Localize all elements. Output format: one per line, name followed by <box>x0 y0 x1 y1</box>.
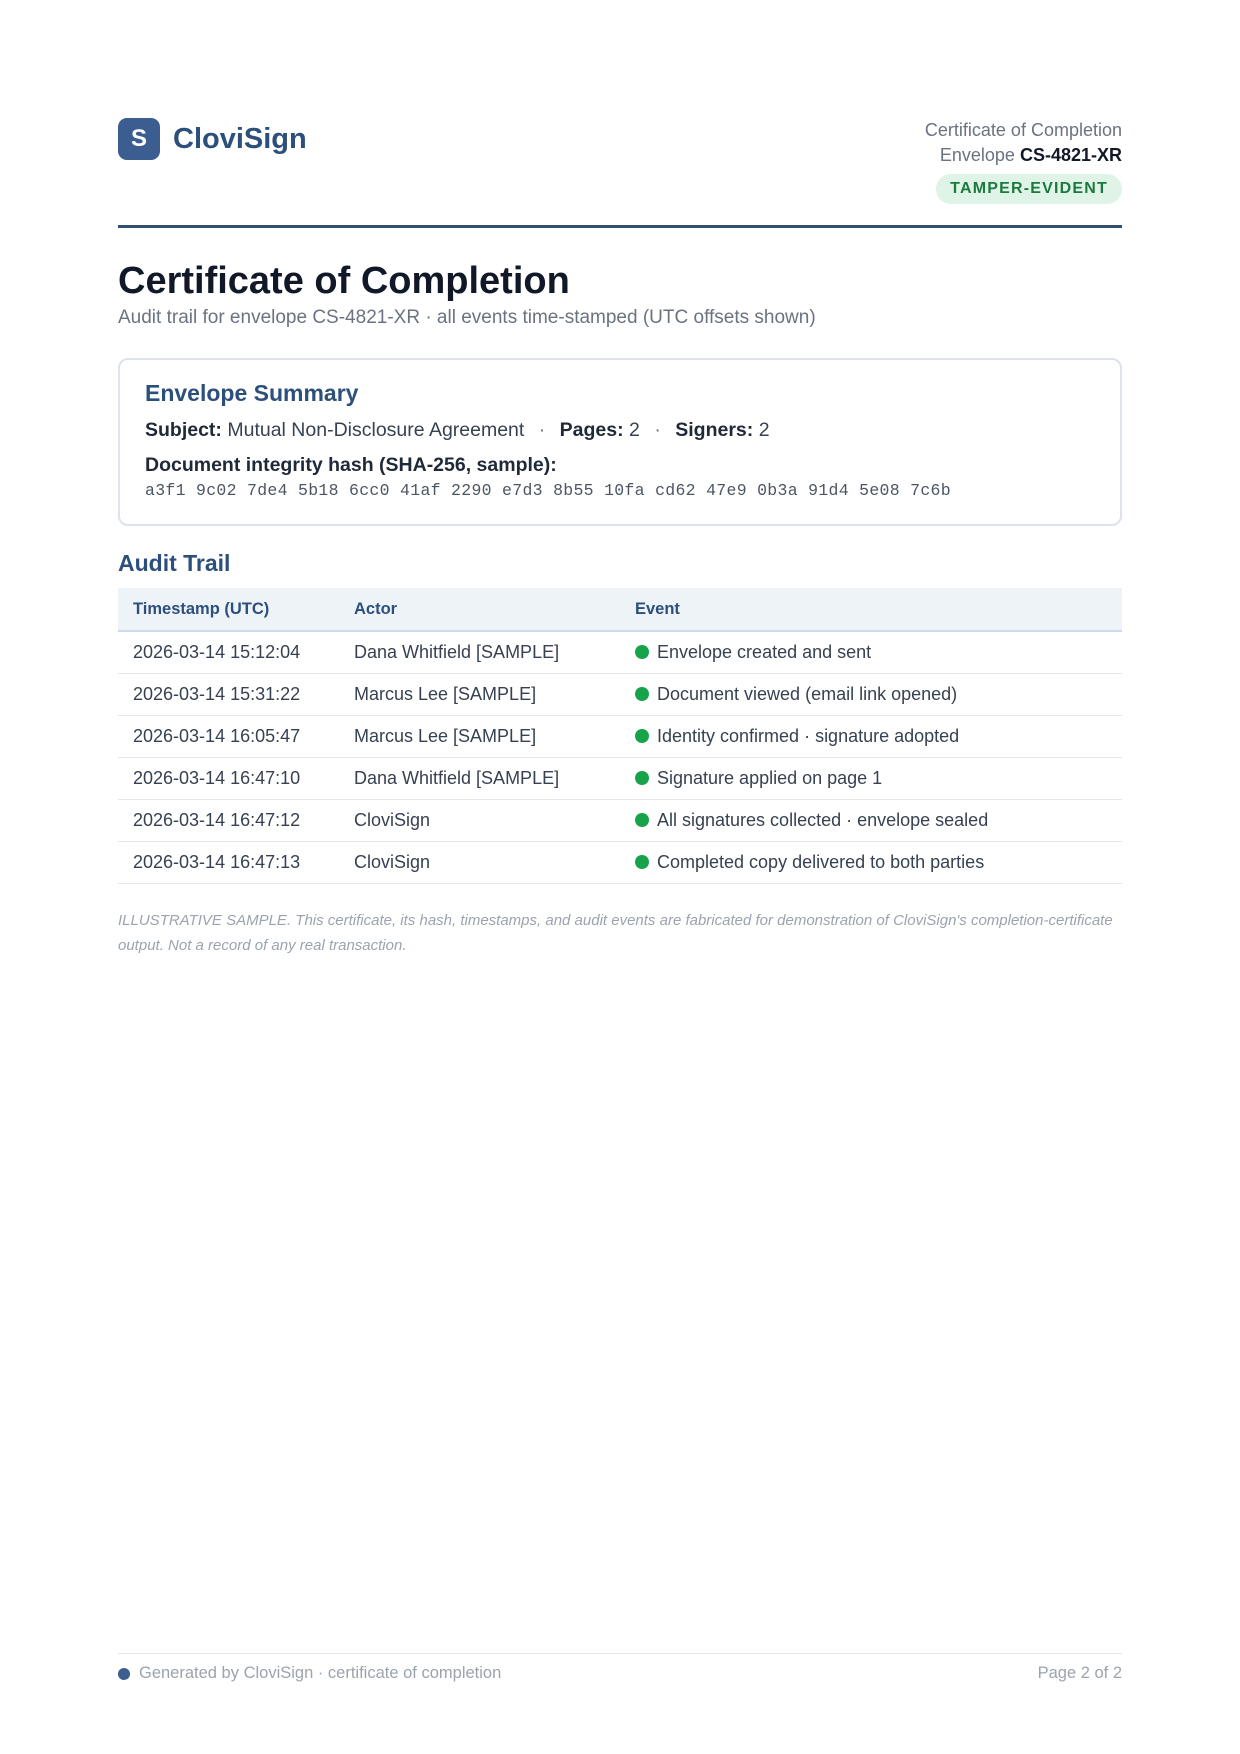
tamper-evident-badge: TAMPER-EVIDENT <box>936 174 1122 204</box>
audit-trail-table <box>118 588 1122 884</box>
actor-cell: Marcus Lee [SAMPLE] <box>339 673 620 715</box>
audit-trail-title: Audit Trail <box>118 550 231 576</box>
event-text: Completed copy delivered to both parties <box>657 851 985 872</box>
logo-icon: S <box>118 118 160 160</box>
status-dot-icon <box>635 855 649 869</box>
column-header-event: Event <box>620 588 1122 631</box>
signers-value: 2 <box>758 419 770 441</box>
event-cell <box>620 715 1122 757</box>
timestamp-cell: 2026-03-14 15:31:22 <box>118 673 339 715</box>
pages-label: Pages: <box>559 419 624 441</box>
timestamp-cell: 2026-03-14 16:47:12 <box>118 799 339 841</box>
hash-label: Document integrity hash (SHA-256, sample): <box>145 454 557 476</box>
page-subtitle: Audit trail for envelope CS-4821-XR · all events time-stamped (UTC offsets shown) <box>118 307 816 328</box>
status-dot-icon <box>635 813 649 827</box>
table-row <box>118 715 1122 757</box>
envelope-summary-card <box>118 358 1122 526</box>
page-number: Page 2 of 2 <box>1037 1664 1122 1682</box>
actor-cell: Marcus Lee [SAMPLE] <box>339 715 620 757</box>
brand-name: CloviSign <box>173 122 307 155</box>
footer-divider <box>118 1653 1122 1654</box>
event-text: Document viewed (email link opened) <box>657 683 958 704</box>
table-row <box>118 673 1122 715</box>
actor-cell: Dana Whitfield [SAMPLE] <box>339 631 620 673</box>
brand-dot-icon <box>118 1668 130 1680</box>
envelope-line <box>925 142 1122 168</box>
event-cell <box>620 799 1122 841</box>
certificate-label: Certificate of Completion <box>924 120 1122 140</box>
timestamp-cell: 2026-03-14 15:12:04 <box>118 631 339 673</box>
separator: · <box>538 419 546 441</box>
event-text: Envelope created and sent <box>657 641 872 662</box>
timestamp-cell: 2026-03-14 16:05:47 <box>118 715 339 757</box>
sample-disclaimer: ILLUSTRATIVE SAMPLE. This certificate, its hash, timestamps, and audit events are fabricated for demonstration of CloviSign's completion-certificate output. Not a record of any real transaction. <box>118 912 1113 954</box>
table-header-row <box>118 588 1122 631</box>
signers-label: Signers: <box>675 419 754 441</box>
event-cell <box>620 757 1122 799</box>
hash-value: a3f1 9c02 7de4 5b18 6cc0 41af 2290 e7d3 8b55 10fa cd62 47e9 0b3a 91d4 5e08 7c6b <box>145 481 951 500</box>
summary-meta <box>145 419 1095 442</box>
envelope-id: CS-4821-XR <box>1019 145 1122 165</box>
footer-generated-by <box>118 1664 501 1683</box>
table-row <box>118 757 1122 799</box>
summary-title: Envelope Summary <box>145 380 359 406</box>
certificate-page <box>118 0 1122 1754</box>
page-title: Certificate of Completion <box>118 260 570 302</box>
table-row <box>118 631 1122 673</box>
event-cell <box>620 841 1122 883</box>
subject-label: Subject: <box>145 419 222 441</box>
envelope-prefix: Envelope <box>939 145 1015 165</box>
page-header <box>118 118 1122 228</box>
actor-cell: CloviSign <box>339 799 620 841</box>
table-row <box>118 841 1122 883</box>
header-divider <box>118 225 1122 228</box>
event-text: Identity confirmed · signature adopted <box>657 725 960 746</box>
actor-cell: Dana Whitfield [SAMPLE] <box>339 757 620 799</box>
header-meta <box>925 118 1122 204</box>
pages-value: 2 <box>629 419 640 441</box>
brand <box>118 118 307 160</box>
column-header-timestamp: Timestamp (UTC) <box>118 588 339 631</box>
column-header-actor: Actor <box>339 588 620 631</box>
status-dot-icon <box>635 645 649 659</box>
actor-cell: CloviSign <box>339 841 620 883</box>
status-dot-icon <box>635 687 649 701</box>
separator: · <box>654 419 661 441</box>
timestamp-cell: 2026-03-14 16:47:10 <box>118 757 339 799</box>
event-cell <box>620 673 1122 715</box>
event-text: All signatures collected · envelope sealed <box>657 809 989 830</box>
table-row <box>118 799 1122 841</box>
status-dot-icon <box>635 729 649 743</box>
status-dot-icon <box>635 771 649 785</box>
subject-value: Mutual Non-Disclosure Agreement <box>227 419 525 441</box>
timestamp-cell: 2026-03-14 16:47:13 <box>118 841 339 883</box>
event-text: Signature applied on page 1 <box>657 767 883 788</box>
event-cell <box>620 631 1122 673</box>
footer-left-text: Generated by CloviSign · certificate of completion <box>139 1664 502 1682</box>
